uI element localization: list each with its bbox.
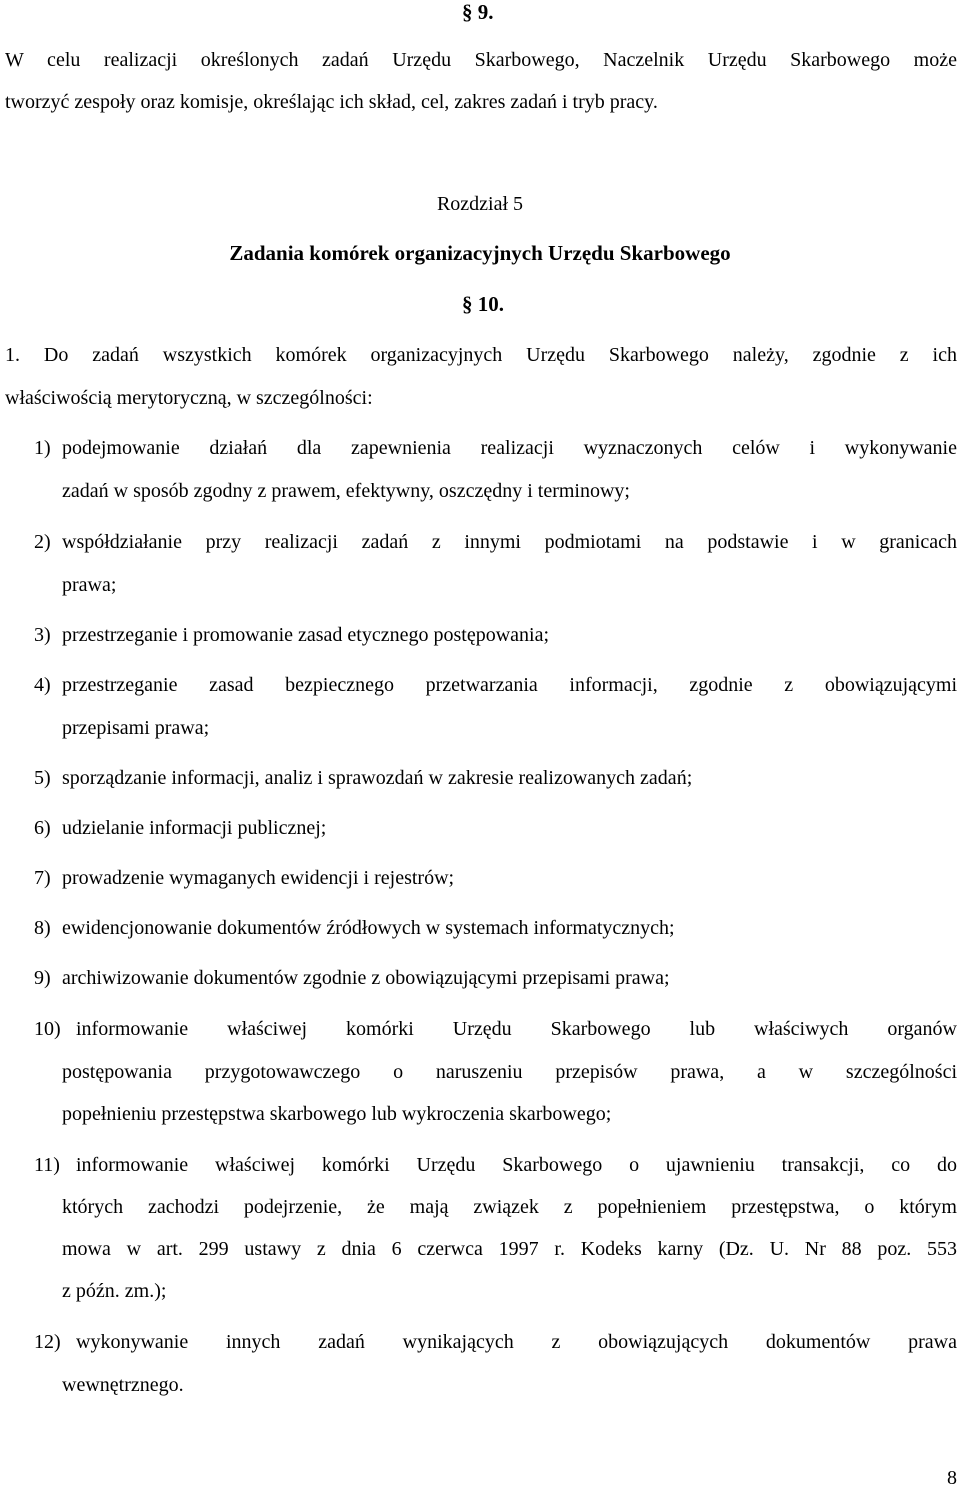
list-item-line: wewnętrznego.: [62, 1374, 184, 1396]
list-item-line: postępowania przygotowawczego o naruszeniu przepisów prawa, a w szczególności: [62, 1061, 957, 1083]
list-item-line: ewidencjonowanie dokumentów źródłowych w systemach informatycznych;: [62, 917, 675, 939]
section-10-heading: § 10.: [462, 292, 504, 316]
section-9-line-1: W celu realizacji określonych zadań Urzędu Skarbowego, Naczelnik Urzędu Skarbowego może: [5, 49, 957, 71]
list-item-number: 9): [34, 967, 51, 989]
list-item-line: z późn. zm.);: [62, 1280, 167, 1302]
list-item-line: współdziałanie przy realizacji zadań z innymi podmiotami na podstawie i w granicach: [62, 531, 957, 553]
list-item-number: 5): [34, 767, 51, 789]
list-item-number: 1): [34, 437, 51, 459]
list-item-line: których zachodzi podejrzenie, że mają związek z popełnieniem przestępstwa, o którym: [62, 1196, 957, 1218]
list-item-line: prowadzenie wymaganych ewidencji i rejestrów;: [62, 867, 455, 889]
section-10-intro-line-2: właściwością merytoryczną, w szczególności:: [5, 387, 373, 409]
list-item-number: 11): [34, 1154, 60, 1176]
list-item-line: przepisami prawa;: [62, 717, 210, 739]
list-item-line: informowanie właściwej komórki Urzędu Skarbowego o ujawnieniu transakcji, co do: [76, 1154, 957, 1176]
list-item-line: mowa w art. 299 ustawy z dnia 6 czerwca 1997 r. Kodeks karny (Dz. U. Nr 88 poz. 553: [62, 1238, 957, 1260]
list-item-line: archiwizowanie dokumentów zgodnie z obowiązującymi przepisami prawa;: [62, 967, 670, 989]
list-item-number: 3): [34, 624, 51, 646]
section-10-intro-line-1: 1. Do zadań wszystkich komórek organizacyjnych Urzędu Skarbowego należy, zgodnie z ich: [5, 344, 957, 366]
list-item-number: 6): [34, 817, 51, 839]
list-item-line: zadań w sposób zgodny z prawem, efektywny, oszczędny i terminowy;: [62, 480, 630, 502]
chapter-title: Zadania komórek organizacyjnych Urzędu Skarbowego: [229, 241, 731, 265]
list-item-line: popełnieniu przestępstwa skarbowego lub wykroczenia skarbowego;: [62, 1103, 612, 1125]
chapter-number: Rozdział 5: [436, 193, 524, 215]
list-item-number: 7): [34, 867, 51, 889]
list-item-line: przestrzeganie i promowanie zasad etycznego postępowania;: [62, 624, 550, 646]
list-item-number: 12): [34, 1331, 61, 1353]
list-item-number: 4): [34, 674, 51, 696]
list-item-number: 2): [34, 531, 51, 553]
list-item-line: informowanie właściwej komórki Urzędu Skarbowego lub właściwych organów: [76, 1018, 957, 1040]
list-item-line: sporządzanie informacji, analiz i sprawozdań w zakresie realizowanych zadań;: [62, 767, 693, 789]
section-9-heading: § 9.: [462, 0, 494, 24]
list-item-line: wykonywanie innych zadań wynikających z obowiązujących dokumentów prawa: [76, 1331, 957, 1353]
list-item-line: przestrzeganie zasad bezpiecznego przetwarzania informacji, zgodnie z obowiązującymi: [62, 674, 957, 696]
list-item-number: 8): [34, 917, 51, 939]
list-item-line: podejmowanie działań dla zapewnienia realizacji wyznaczonych celów i wykonywanie: [62, 437, 957, 459]
list-item-line: prawa;: [62, 574, 117, 596]
list-item-number: 10): [34, 1018, 61, 1040]
page-number: 8: [947, 1467, 957, 1489]
section-9-line-2: tworzyć zespoły oraz komisje, określając ich skład, cel, zakres zadań i tryb pracy.: [5, 91, 658, 113]
list-item-line: udzielanie informacji publicznej;: [62, 817, 327, 839]
